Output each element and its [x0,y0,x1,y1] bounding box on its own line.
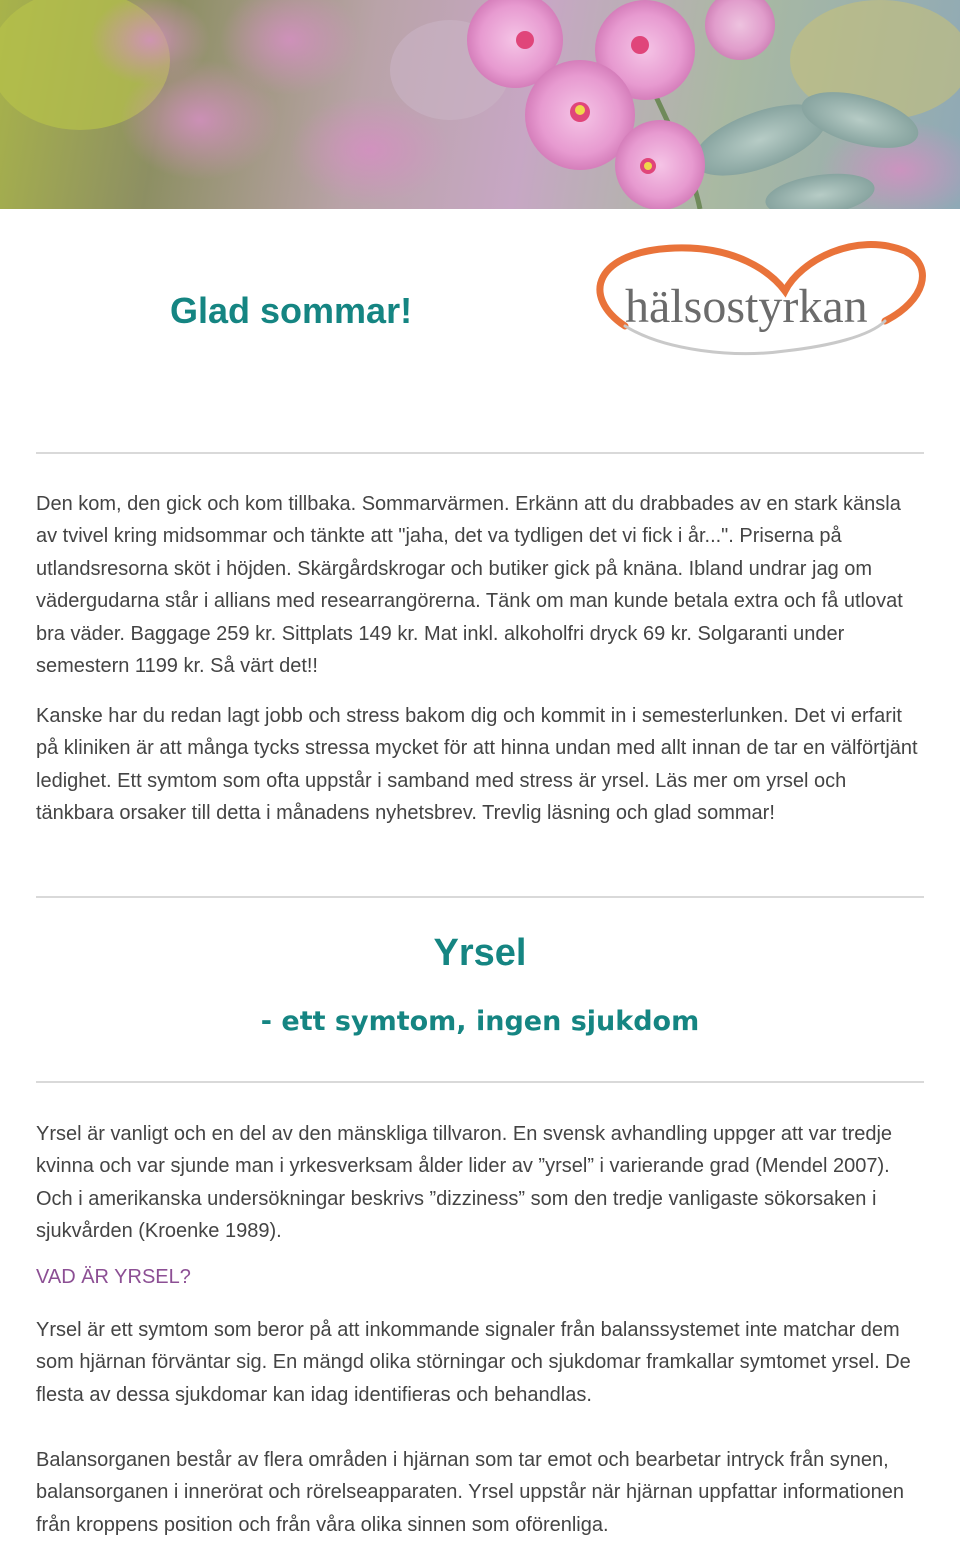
page-title: Glad sommar! [170,290,413,331]
divider [36,452,924,454]
heart-logo-icon [585,236,930,364]
article-paragraph-2: Yrsel är ett symtom som beror på att inkommande signaler från balanssystemet inte matchar dem som hjärnan förväntar sig. En mängd olika störningar och sjukdomar framkallar symtomet yrsel. De flesta av dessa sjukdomar kan idag identifieras och behandlas. [36,1319,911,1406]
intro-paragraph-1: Den kom, den gick och kom tillbaka. Sommarvärmen. Erkänn att du drabbades av en stark känsla av tvivel kring midsommar och tänkte att "jaha, det va tydligen det vi fick i år...". Priserna på utlandsresorna sköt i höjden. Skärgårdskrogar och butiker gick på knäna. Ibland undrar jag om vädergudarna står i allians med researrangörerna. Tänk om man kunde betala extra och få utlovat bra väder. Baggage 259 kr. Sittplats 149 kr. Mat inkl. alkoholfri dryck 69 kr. Solgaranti under semestern 1199 kr. Så värt det!! [36,493,903,678]
hero-flower-image [0,0,960,209]
article-subheading: - ett symtom, ingen sjukdom [260,1006,700,1037]
intro-paragraph-2: Kanske har du redan lagt jobb och stress bakom dig och kommit in i semesterlunken. Det vi erfarit på kliniken är att många tycks stressa mycket för att hinna undan med allt innan de tar en välförtjänt ledighet. Ett symtom som ofta uppstår i samband med stress är yrsel. Läs mer om yrsel och tänkbara orsaker till detta i månadens nyhetsbrev. Trevlig läsning och glad sommar! [36,705,918,825]
logo [585,236,930,364]
article-paragraph-1: Yrsel är vanligt och en del av den mänskliga tillvaron. En svensk avhandling uppger att var tredje kvinna och var sjunde man i yrkesverksam ålder lider av ”yrsel” i varierande grad (Mendel 2007). Och i amerikanska undersökningar beskrivs ”dizziness” som den tredje vanligaste sökorsaken i sjukvården (Kroenke 1989). [36,1123,893,1243]
flower-photo-icon [0,0,960,209]
logo-text: hälsostyrkan [625,280,868,333]
article-heading: Yrsel [433,932,527,974]
article-paragraph-3: Balansorganen består av flera områden i hjärnan som tar emot och bearbetar intryck från synen, balansorganen i innerörat och rörelseapparaten. Yrsel uppstår när hjärnan uppfattar informationen från kroppens position och från våra olika sinnen som oförenliga. [36,1449,904,1536]
divider [36,896,924,898]
section-heading: VAD ÄR YRSEL? [36,1266,191,1288]
divider [36,1081,924,1083]
